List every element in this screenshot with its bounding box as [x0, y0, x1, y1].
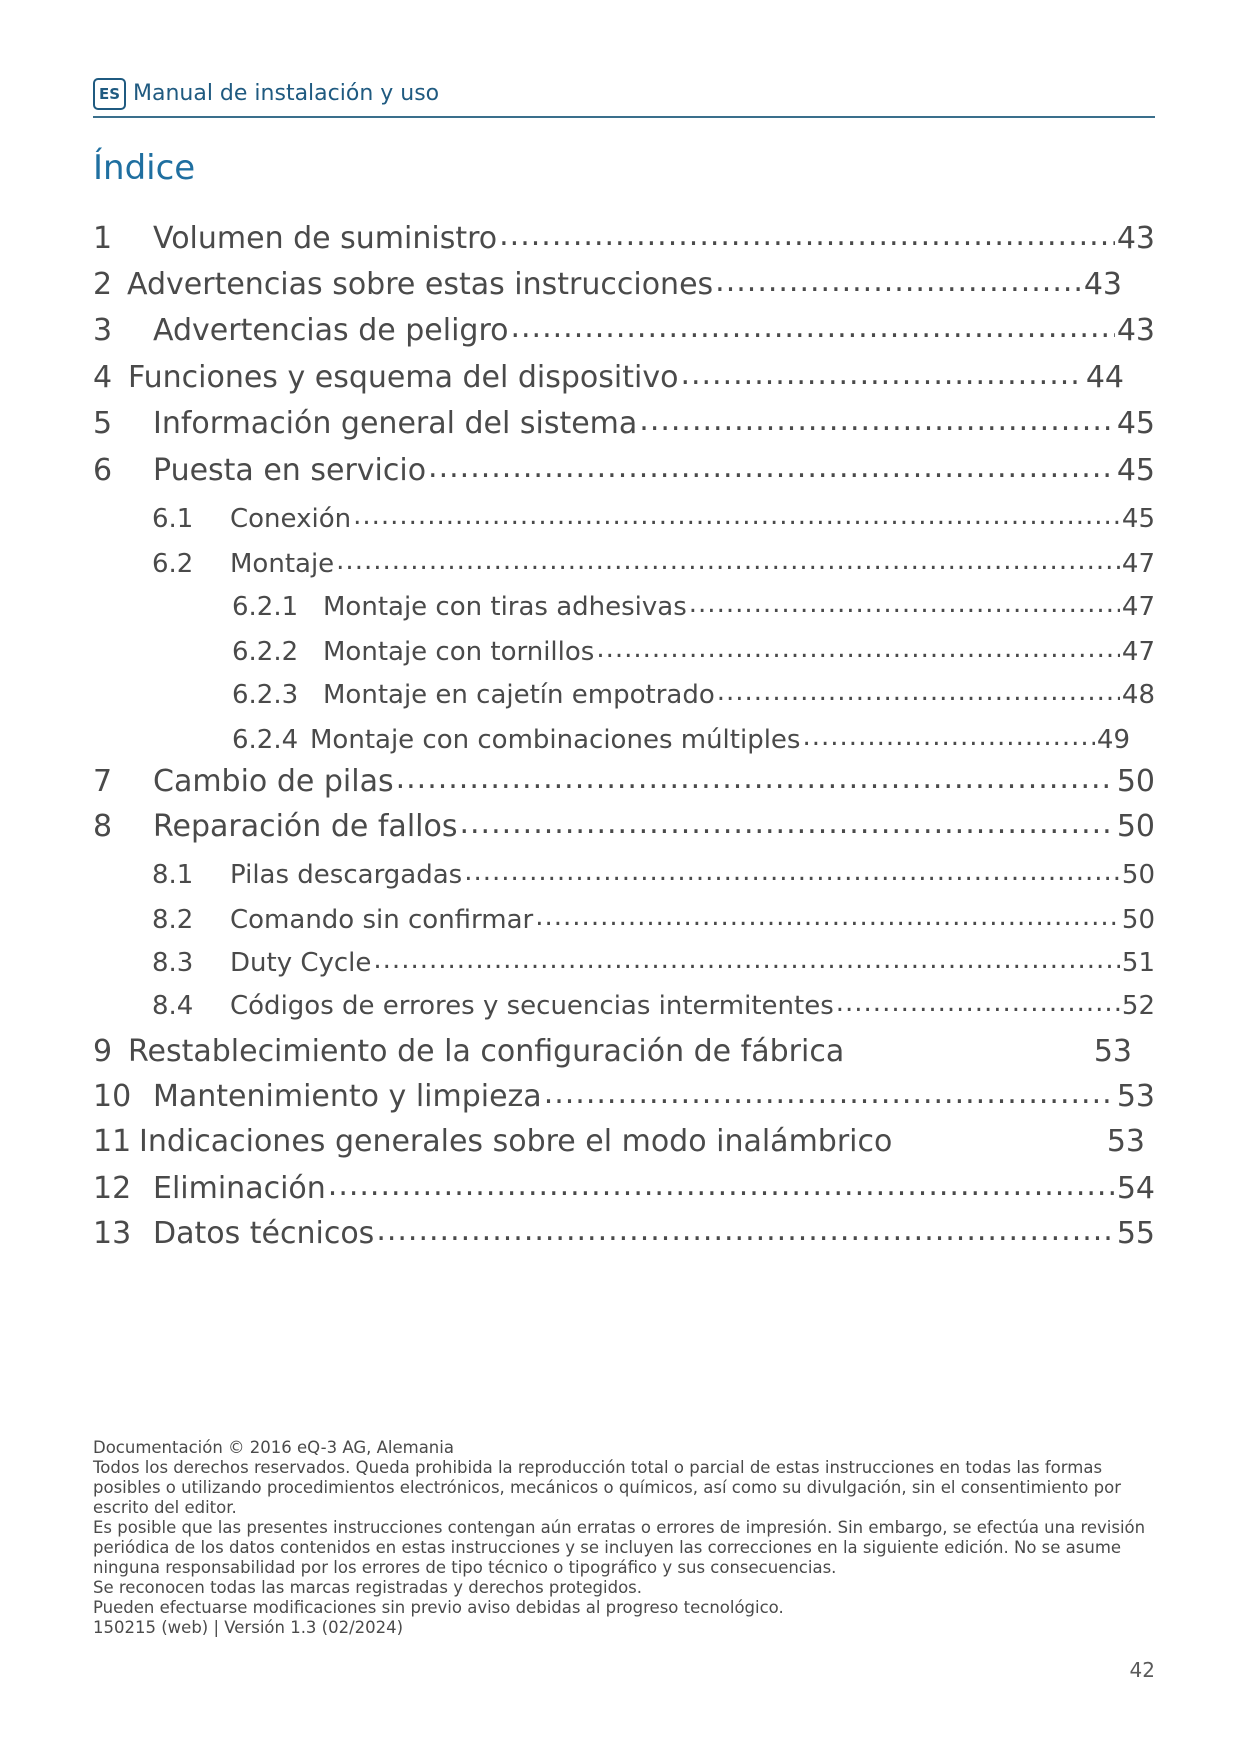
toc-leader — [680, 365, 1083, 395]
toc-entry-6-1[interactable] — [152, 494, 1155, 534]
toc-entry-6-2[interactable] — [152, 539, 1155, 579]
toc-entry-8-1[interactable] — [152, 850, 1155, 890]
toc-number: 6 — [93, 453, 113, 488]
toc-page: 47 — [1121, 637, 1155, 667]
toc-title: Duty Cycle — [230, 948, 372, 978]
toc-leader — [353, 508, 1120, 534]
toc-title: Datos técnicos — [153, 1216, 375, 1251]
toc-entry-8-3[interactable] — [152, 938, 1155, 978]
toc-entry-8-4[interactable] — [152, 981, 1155, 1021]
toc-title: Conexión — [230, 504, 352, 534]
toc-title: Pilas descargadas — [230, 860, 463, 890]
toc-page: 53 — [1106, 1124, 1145, 1159]
toc-page: 47 — [1121, 592, 1155, 622]
toc-title: Montaje con tiras adhesivas — [323, 592, 687, 622]
toc-page: 50 — [1116, 809, 1155, 844]
toc-entry-6-2-2[interactable] — [232, 627, 1155, 667]
manual-title: Manual de instalación y uso — [133, 81, 440, 106]
toc-page: 45 — [1121, 504, 1155, 534]
toc-leader — [376, 1221, 1115, 1251]
toc-page: 48 — [1121, 680, 1155, 710]
copyright-line: Documentación © 2016 eQ-3 AG, Alemania — [93, 1438, 454, 1457]
trademarks-line: Se reconocen todas las marcas registradas y derechos protegidos. — [93, 1578, 643, 1597]
page-number: 42 — [1129, 1658, 1155, 1682]
toc-number: 6.2.3 — [232, 680, 299, 710]
toc-page: 43 — [1083, 267, 1122, 302]
modifications-line: Pueden efectuarse modificaciones sin previo aviso debidas al progreso tecnológico. — [93, 1598, 784, 1617]
language-badge: ES — [93, 78, 126, 110]
toc-entry-6-2-4[interactable] — [232, 715, 1130, 755]
toc-title: Comando sin confirmar — [230, 905, 534, 935]
toc-title: Advertencias de peligro — [153, 313, 509, 348]
toc-title: Cambio de pilas — [153, 764, 394, 799]
toc-leader — [328, 1176, 1115, 1206]
legal-footer — [93, 1438, 1155, 1638]
toc-number: 8.4 — [152, 991, 194, 1021]
toc-title: Puesta en servicio — [153, 453, 427, 488]
toc-page: 45 — [1116, 406, 1155, 441]
toc-entry-3[interactable] — [93, 308, 1155, 348]
toc-number: 12 — [93, 1171, 132, 1206]
toc-title: Códigos de errores y secuencias intermitentes — [230, 991, 834, 1021]
toc-number: 6.2.2 — [232, 637, 299, 667]
toc-page: 49 — [1096, 725, 1130, 755]
version-line: 150215 (web) | Versión 1.3 (02/2024) — [93, 1618, 404, 1637]
toc-number: 8.3 — [152, 948, 194, 978]
toc-title: Montaje en cajetín empotrado — [323, 680, 715, 710]
toc-entry-4[interactable] — [93, 355, 1124, 395]
toc-number: 7 — [93, 764, 113, 799]
toc-entry-8[interactable] — [93, 804, 1155, 844]
toc-page: 44 — [1085, 360, 1124, 395]
toc-leader — [499, 226, 1115, 256]
toc-title: Montaje con tornillos — [323, 637, 595, 667]
toc-title: Mantenimiento y limpieza — [153, 1079, 542, 1114]
toc-heading: Índice — [93, 148, 196, 188]
toc-number: 5 — [93, 406, 113, 441]
toc-page: 52 — [1121, 991, 1155, 1021]
toc-entry-1[interactable] — [93, 216, 1155, 256]
toc-number: 9 — [93, 1034, 113, 1069]
toc-number: 6.2 — [152, 549, 194, 579]
toc-entry-10[interactable] — [93, 1074, 1155, 1114]
toc-number: 3 — [93, 313, 113, 348]
toc-entry-11[interactable] — [93, 1119, 1145, 1159]
toc-title: Montaje con combinaciones múltiples — [310, 725, 801, 755]
toc-number: 6.1 — [152, 504, 194, 534]
toc-number: 6.2.4 — [232, 725, 299, 755]
toc-entry-13[interactable] — [93, 1211, 1155, 1251]
toc-number: 8.1 — [152, 860, 194, 890]
toc-page: 53 — [1116, 1079, 1155, 1114]
toc-title: Reparación de fallos — [153, 809, 458, 844]
toc-entry-6-2-1[interactable] — [232, 582, 1155, 622]
toc-leader — [510, 318, 1114, 348]
toc-entry-5[interactable] — [93, 401, 1155, 441]
toc-number: 6.2.1 — [232, 592, 299, 622]
toc-number: 1 — [93, 221, 113, 256]
toc-page: 50 — [1121, 860, 1155, 890]
toc-number: 4 — [93, 360, 113, 395]
toc-leader — [428, 458, 1115, 488]
toc-entry-6-2-3[interactable] — [232, 670, 1155, 710]
toc-number: 13 — [93, 1216, 132, 1251]
toc-entry-2[interactable] — [93, 262, 1122, 302]
toc-page: 55 — [1116, 1216, 1155, 1251]
toc-title: Funciones y esquema del dispositivo — [128, 360, 679, 395]
toc-leader — [596, 641, 1120, 667]
toc-entry-6[interactable] — [93, 448, 1155, 488]
toc-leader — [846, 1039, 1092, 1069]
toc-page: 50 — [1121, 905, 1155, 935]
toc-title: Eliminación — [153, 1171, 326, 1206]
toc-title: Montaje — [230, 549, 335, 579]
toc-entry-8-2[interactable] — [152, 895, 1155, 935]
toc-page: 43 — [1116, 221, 1155, 256]
toc-entry-12[interactable] — [93, 1166, 1155, 1206]
toc-page: 43 — [1116, 313, 1155, 348]
toc-leader — [894, 1129, 1104, 1159]
toc-leader — [715, 272, 1082, 302]
toc-number: 11 — [93, 1124, 132, 1159]
toc-page: 53 — [1093, 1034, 1132, 1069]
errata-paragraph: Es posible que las presentes instrucciones contengan aún erratas o errores de impresión. Sin embargo, se efectúa una revisión periódica de los datos contenidos en estas instrucciones y se incluyen las correcciones en la siguiente edición. No se asume ninguna responsabilidad por los errores de tipo técnico o tipográfico y sus consecuencias. — [93, 1518, 1146, 1577]
toc-title: Advertencias sobre estas instrucciones — [127, 267, 714, 302]
toc-title: Restablecimiento de la configuración de fábrica — [128, 1034, 845, 1069]
toc-leader — [373, 952, 1120, 978]
toc-entry-9[interactable] — [93, 1029, 1132, 1069]
toc-number: 8.2 — [152, 905, 194, 935]
toc-page: 50 — [1116, 764, 1155, 799]
page-header — [93, 76, 1155, 118]
toc-number: 2 — [93, 267, 113, 302]
toc-leader — [535, 909, 1120, 935]
toc-title: Información general del sistema — [153, 406, 638, 441]
toc-leader — [689, 596, 1120, 622]
toc-page: 54 — [1116, 1171, 1155, 1206]
rights-paragraph: Todos los derechos reservados. Queda prohibida la reproducción total o parcial de estas instrucciones en todas las formas posibles o utilizando procedimientos electrónicos, mecánicos o químicos, así como su divulgación, sin el consentimiento por escrito del editor. — [93, 1458, 1122, 1517]
toc-page: 51 — [1121, 948, 1155, 978]
toc-leader — [544, 1084, 1115, 1114]
toc-number: 8 — [93, 809, 113, 844]
toc-entry-7[interactable] — [93, 759, 1155, 799]
toc-leader — [396, 769, 1115, 799]
toc-leader — [802, 729, 1094, 755]
toc-number: 10 — [93, 1079, 132, 1114]
toc-leader — [459, 814, 1114, 844]
toc-leader — [336, 553, 1120, 579]
toc-title: Volumen de suministro — [153, 221, 498, 256]
toc-leader — [836, 995, 1120, 1021]
toc-leader — [717, 684, 1120, 710]
toc-page: 45 — [1116, 453, 1155, 488]
toc-page: 47 — [1121, 549, 1155, 579]
toc-leader — [639, 411, 1115, 441]
toc-leader — [464, 864, 1120, 890]
toc-title: Indicaciones generales sobre el modo inalámbrico — [139, 1124, 893, 1159]
